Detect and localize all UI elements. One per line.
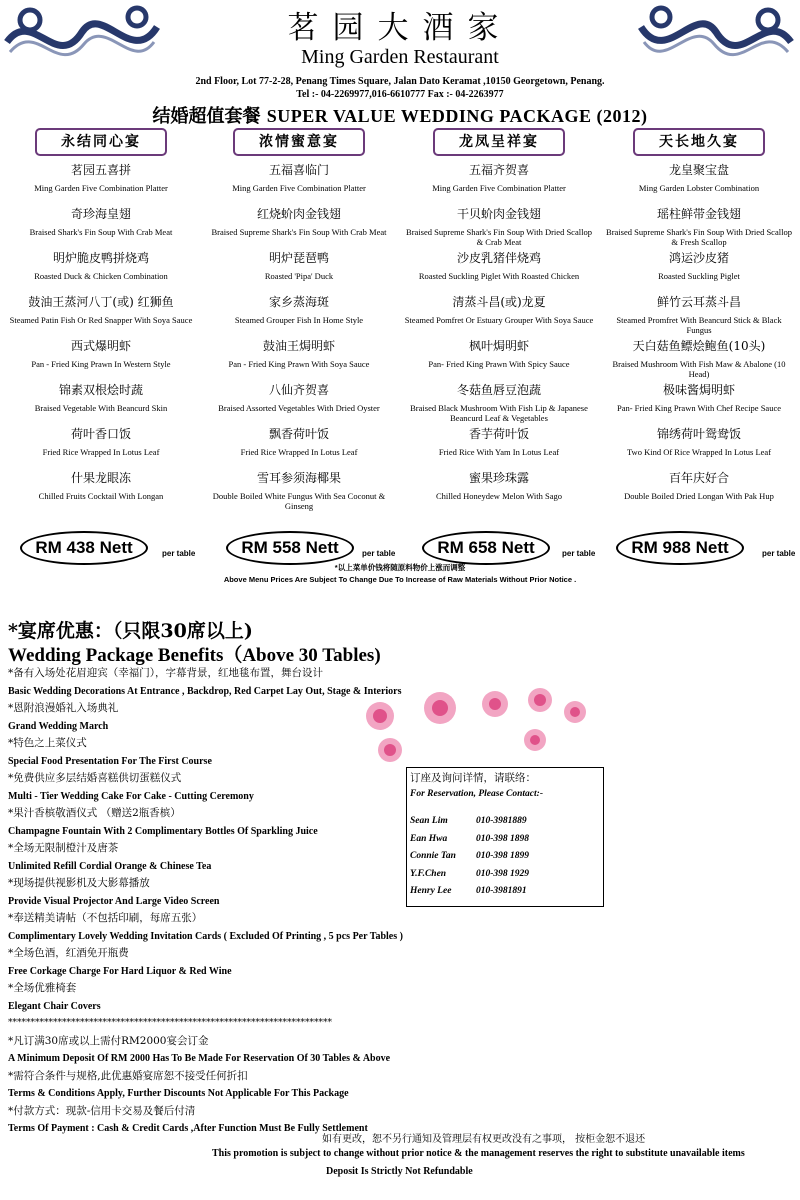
dish-name-en: Braised Assorted Vegetables With Dried Oyster (218, 403, 380, 413)
dish-name-cn: 干贝蚧肉金钱翅 (456, 207, 541, 221)
dish-item (2, 422, 200, 466)
dish-name-en: Ming Garden Five Combination Platter (232, 183, 366, 193)
dish-item (600, 378, 798, 422)
dish-name-cn: 天白菇鱼鳔烩鲍鱼(10头) (632, 339, 766, 353)
dish-name-cn: 沙皮乳猪伴烧鸡 (456, 251, 541, 265)
dish-name-en: Chilled Fruits Cocktail With Longan (38, 491, 164, 501)
menu-price: RM 438 Nett (20, 531, 148, 565)
dish-name-cn: 鲜竹云耳蒸斗昌 (656, 295, 741, 309)
term-en: Terms & Conditions Apply, Further Discounts Not Applicable For This Package (8, 1088, 349, 1099)
dish-name-cn: 龙皇聚宝盘 (668, 163, 729, 177)
dish-name-cn: 百年庆好合 (668, 471, 729, 485)
contact-name: Henry Lee (410, 886, 452, 896)
benefits-heading-cn: *宴席优惠：（只限30席以上) (8, 620, 253, 642)
dish-item (200, 422, 398, 466)
dish-name-cn: 茗园五喜拼 (70, 163, 131, 177)
contact-row (410, 848, 600, 866)
dish-name-en: Roasted Suckling Piglet (658, 271, 740, 281)
term-en: A Minimum Deposit Of RM 2000 Has To Be Made For Reservation Of 30 Tables & Above (8, 1053, 391, 1064)
restaurant-name-cn: 茗园大酒家 (287, 10, 513, 46)
dish-name-en: Pan - Fried King Prawn In Western Style (31, 359, 171, 369)
dish-item (200, 466, 398, 510)
dish-name-en: Chilled Honeydew Melon With Sago (435, 491, 563, 501)
dish-name-en: Braised Vegetable With Beancurd Skin (34, 403, 168, 413)
dish-item (400, 334, 598, 378)
dish-name-en: Ming Garden Lobster Combination (638, 183, 760, 193)
dish-name-en: Pan- Fried King Prawn With Spicy Sauce (428, 359, 570, 369)
benefit-en: Multi - Tier Wedding Cake For Cake - Cutting Ceremony (8, 790, 254, 802)
contact-heading-cn: 订座及询问详情，请联络： (410, 772, 536, 784)
dish-name-en: Braised Supreme Shark's Fin Soup With Crab Meat (211, 227, 387, 237)
dish-item (600, 334, 798, 378)
benefit-cn: *全场色酒，红酒免开瓶费 (8, 947, 129, 959)
dish-item (400, 290, 598, 334)
dish-item (600, 290, 798, 334)
dish-name-en: Braised Mushroom With Fish Maw & Abalone (10 Head) (612, 359, 786, 379)
footer-en-promotion: This promotion is subject to change without prior notice & the management reserves the right to substitute unavailable items (212, 1148, 745, 1159)
dish-item (600, 246, 798, 290)
dish-name-cn: 五福齐贺喜 (468, 163, 529, 177)
dish-name-en: Two Kind Of Rice Wrapped In Lotus Leaf (626, 447, 772, 457)
dish-name-en: Steamed Grouper Fish In Home Style (234, 315, 364, 325)
reservation-contact-box (406, 767, 604, 907)
contact-row (410, 883, 600, 901)
dish-item (200, 334, 398, 378)
dish-name-en: Ming Garden Five Combination Platter (432, 183, 566, 193)
dish-item (600, 422, 798, 466)
price-note-en: Above Menu Prices Are Subject To Change Due To Increase of Raw Materials Without Prior Notice . (223, 575, 577, 584)
contact-phone[interactable]: 010-3981891 (476, 886, 527, 896)
dish-name-en: Steamed Promfret With Beancurd Stick & Black Fungus (616, 315, 782, 335)
contact-phone[interactable]: 010-398 1929 (476, 868, 530, 879)
dish-name-cn: 奇珍海皇翅 (70, 207, 131, 221)
dish-item (600, 158, 798, 202)
dish-name-cn: 五福喜临门 (268, 163, 329, 177)
dish-name-en: Fried Rice Wrapped In Lotus Leaf (240, 447, 358, 457)
contact-name: Connie Tan (410, 851, 456, 861)
menu-column (600, 128, 798, 510)
dish-name-cn: 明炉琵琶鸭 (268, 251, 329, 265)
dish-item (600, 466, 798, 510)
dish-name-cn: 蜜果珍珠露 (468, 471, 529, 485)
dish-name-en: Steamed Pomfret Or Estuary Grouper With Soya Sauce (404, 315, 594, 325)
dish-name-cn: 锦绣荷叶鸳鸯饭 (656, 427, 741, 441)
menu-price: RM 988 Nett (616, 531, 744, 565)
package-title (0, 102, 800, 128)
dish-item (2, 290, 200, 334)
dish-name-cn: 八仙齐贺喜 (268, 383, 329, 397)
benefit-en: Grand Wedding March (8, 720, 109, 732)
dish-name-cn: 瑶柱鲜带金钱翅 (656, 207, 741, 221)
dish-item (600, 202, 798, 246)
benefit-cn: *奉送精美请帖（不包括印刷，每席五张） (8, 912, 203, 924)
dish-name-cn: 红烧蚧肉金钱翅 (256, 207, 341, 221)
menu-name: 永结同心宴 (35, 128, 167, 156)
dish-item (2, 158, 200, 202)
menu-column (2, 128, 200, 510)
dish-item (200, 202, 398, 246)
benefit-cn: *恩附浪漫婚礼入场典礼 (8, 702, 119, 714)
menu-name: 龙凤呈祥宴 (433, 128, 565, 156)
benefit-en: Complimentary Lovely Wedding Invitation Cards ( Excluded Of Printing , 5 pcs Per Tables ) (8, 930, 403, 942)
address: 2nd Floor, Lot 77-2-28, Penang Times Square, Jalan Dato Keramat ,10150 Georgetown, Penang. (195, 76, 605, 87)
menu-price: RM 658 Nett (422, 531, 550, 565)
dish-name-en: Braised Supreme Shark's Fin Soup With Dried Scallop & Fresh Scallop (606, 227, 792, 247)
dish-item (2, 378, 200, 422)
price-note-cn: *以上菜单价钱将随原料物价上涨而调整 (334, 563, 466, 572)
per-table-label: per table (162, 549, 196, 558)
benefit-cn: *全场无限制橙汁及唐茶 (8, 842, 119, 854)
dish-name-cn: 冬菇鱼唇豆泡蔬 (456, 383, 541, 397)
dish-name-cn: 飘香荷叶饭 (268, 427, 329, 441)
dish-name-en: Braised Supreme Shark's Fin Soup With Dried Scallop & Crab Meat (406, 227, 592, 247)
dish-name-cn: 西式爆明虾 (70, 339, 131, 353)
footer-cn: 如有更改，恕不另行通知及管理层有权更改没有之事项， 按柜金恕不退还 (322, 1134, 646, 1145)
dish-item (400, 422, 598, 466)
term-cn: *付款方式：现款-信用卡交易及餐后付清 (8, 1104, 196, 1117)
benefit-en: Provide Visual Projector And Large Video Screen (8, 895, 220, 907)
dish-name-cn: 锦素双根烩时蔬 (58, 383, 143, 397)
dish-name-cn: 鼓油王焗明虾 (262, 339, 335, 353)
dish-name-cn: 极味酱焗明虾 (662, 383, 735, 397)
contact-phone[interactable]: 010-398 1898 (476, 833, 530, 844)
dish-name-cn: 枫叶焗明虾 (468, 339, 529, 353)
package-title-en: SUPER VALUE WEDDING PACKAGE (2012) (266, 106, 648, 126)
dish-name-cn: 什果龙眼冻 (70, 471, 131, 485)
contact-heading-en: For Reservation, Please Contact:- (410, 789, 543, 799)
dish-name-en: Braised Shark's Fin Soup With Crab Meat (29, 227, 173, 237)
menu-column (400, 128, 598, 510)
dish-name-en: Braised Black Mushroom With Fish Lip & Japanese Beancurd Leaf & Vegetables (410, 403, 588, 423)
dish-item (200, 246, 398, 290)
contact-row (410, 813, 600, 831)
dish-item (400, 158, 598, 202)
dish-name-cn: 雪耳参须海椰果 (256, 471, 341, 485)
dish-item (400, 246, 598, 290)
contact-phone[interactable]: 010-398 1899 (476, 851, 530, 861)
dish-item (2, 334, 200, 378)
benefit-en: Champagne Fountain With 2 Complimentary Bottles Of Sparkling Juice (8, 825, 318, 837)
benefit-en: Basic Wedding Decorations At Entrance , Backdrop, Red Carpet Lay Out, Stage & Interiors (8, 685, 402, 697)
pink-flowers-decoration (340, 688, 600, 768)
dish-name-cn: 香芋荷叶饭 (468, 427, 529, 441)
dish-name-en: Ming Garden Five Combination Platter (34, 183, 168, 193)
dish-name-cn: 鸿运沙皮猪 (668, 251, 729, 265)
benefit-en: Free Corkage Charge For Hard Liquor & Red Wine (8, 965, 232, 977)
dish-name-en: Fried Rice Wrapped In Lotus Leaf (42, 447, 160, 457)
dish-name-en: Steamed Patin Fish Or Red Snapper With Soya Sauce (9, 315, 193, 325)
divider-stars: ************************************************************************ (8, 1018, 332, 1028)
menu-name: 浓情蜜意宴 (233, 128, 365, 156)
dish-name-en: Pan- Fried King Prawn With Chef Recipe Sauce (616, 403, 782, 413)
dish-item (2, 246, 200, 290)
dish-name-cn: 荷叶香口饭 (70, 427, 131, 441)
dish-item (200, 158, 398, 202)
benefit-cn: *备有入场处花眉迎宾（幸福门），字幕背景，红地毯布置，舞台设计 (8, 667, 323, 679)
menu-name: 天长地久宴 (633, 128, 765, 156)
dish-item (200, 290, 398, 334)
dish-name-en: Double Boiled Dried Longan With Pak Hup (624, 491, 774, 501)
dish-name-cn: 鼓油王蒸河八丁(或) 红狮鱼 (28, 295, 174, 309)
dish-name-cn: 家乡蒸海斑 (268, 295, 329, 309)
menu-price: RM 558 Nett (226, 531, 354, 565)
dish-item (200, 378, 398, 422)
dish-name-cn: 明炉脆皮鸭拼烧鸡 (52, 251, 149, 265)
package-title-cn: 结婚超值套餐 (152, 106, 261, 127)
benefit-cn: *全场优雅椅套 (8, 982, 77, 994)
per-table-label: per table (562, 549, 596, 558)
dish-item (2, 466, 200, 510)
contact-phone[interactable]: 010-3981889 (476, 816, 527, 826)
contact-name: Y.F.Chen (410, 868, 447, 879)
menu-column (200, 128, 398, 510)
benefit-cn: *特色之上菜仪式 (8, 737, 87, 749)
dish-name-en: Double Boiled White Fungus With Sea Coconut & Ginseng (212, 491, 386, 511)
dish-name-en: Roasted 'Pipa' Duck (264, 271, 334, 281)
benefit-en: Special Food Presentation For The First Course (8, 755, 212, 767)
benefits-heading-en: Wedding Package Benefits（Above 30 Tables) (8, 645, 381, 666)
term-cn: *凡订满30席或以上需付RM2000宴会订金 (8, 1034, 209, 1047)
per-table-label: per table (362, 549, 396, 558)
dish-item (400, 466, 598, 510)
contact-row (410, 831, 600, 849)
term-en: Terms Of Payment : Cash & Credit Cards ,After Function Must Be Fully Settlement (8, 1123, 368, 1134)
dish-item (2, 202, 200, 246)
dish-name-en: Fried Rice With Yam In Lotus Leaf (438, 447, 560, 457)
benefit-cn: *现场提供视影机及大影幕播放 (8, 877, 150, 889)
dish-item (400, 202, 598, 246)
dish-name-en: Pan - Fried King Prawn With Soya Sauce (228, 359, 370, 369)
term-cn: *需符合条件与规格,此优惠婚宴席恕不接受任何折扣 (8, 1069, 248, 1082)
benefit-cn: *免费供应多层结婚喜糕供切蛋糕仪式 (8, 772, 182, 784)
contact-name: Ean Hwa (410, 833, 448, 844)
contact-row (410, 866, 600, 884)
dish-name-cn: 清蒸斗昌(或)龙夏 (452, 295, 546, 309)
dish-item (400, 378, 598, 422)
dish-name-en: Roasted Duck & Chicken Combination (34, 271, 168, 281)
per-table-label: per table (762, 549, 796, 558)
restaurant-name-en: Ming Garden Restaurant (301, 46, 499, 68)
benefit-en: Elegant Chair Covers (8, 1000, 101, 1012)
contact-name: Sean Lim (410, 816, 448, 826)
telephone: Tel :- 04-2269977,016-6610777 Fax :- 04-2263977 (296, 89, 504, 100)
footer-en-deposit: Deposit Is Strictly Not Refundable (326, 1166, 473, 1177)
benefit-en: Unlimited Refill Cordial Orange & Chinese Tea (8, 860, 212, 872)
dish-name-en: Roasted Suckling Piglet With Roasted Chicken (418, 271, 580, 281)
benefit-cn: *果汁香槟敬酒仪式 （赠送2瓶香槟） (8, 807, 181, 819)
